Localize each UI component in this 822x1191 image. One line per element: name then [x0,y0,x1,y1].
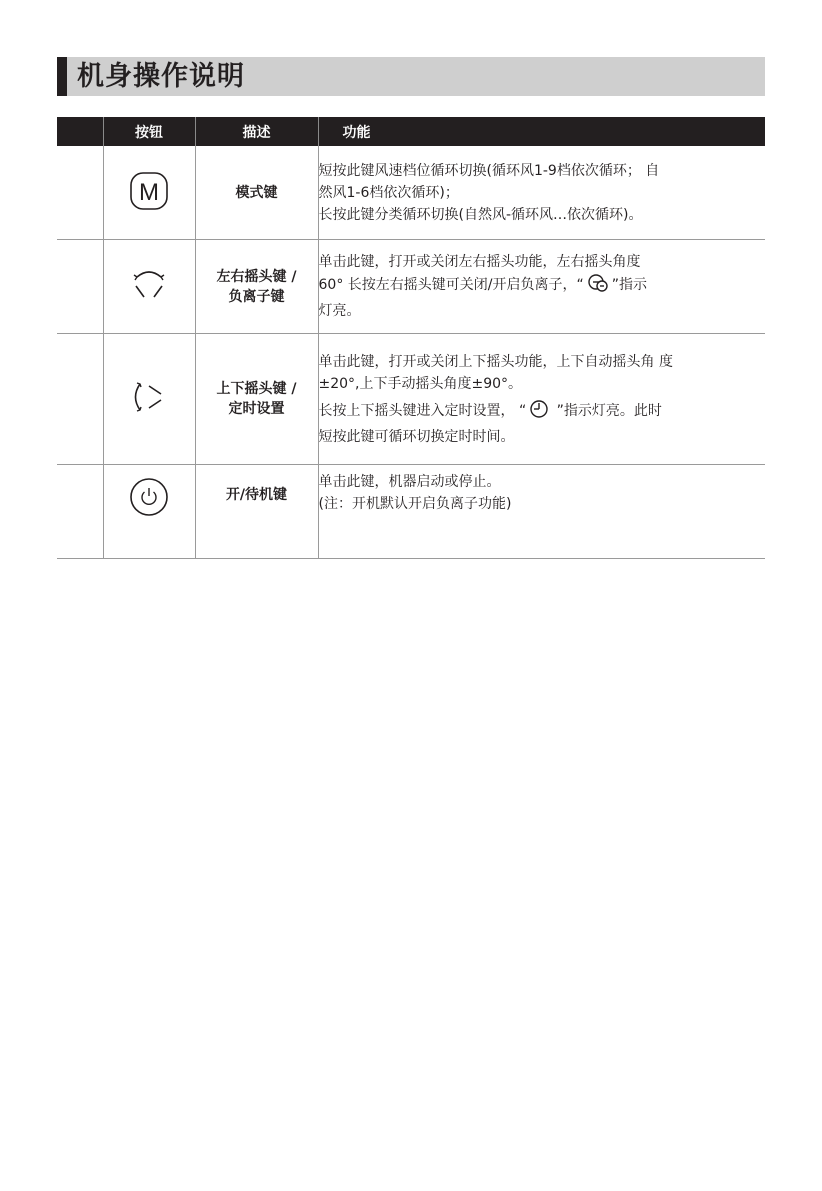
negative-ion-icon [587,273,609,300]
function-line: 短按此键风速档位循环切换(循环风1-9档依次循环； 自 [318,162,660,179]
table-row [57,334,765,465]
description-line: 上下摇头键 / [216,381,297,397]
function-text: 60° 长按左右摇头键可关闭/开启负离子，“ [318,277,584,293]
function-text: ”指示灯亮。此时 [552,402,662,419]
function-line-with-icon [319,399,766,426]
function-line: 单击此键，打开或关闭上下摇头功能，上下自动摇头角 度 [318,353,673,370]
function-cell [318,146,765,240]
description-cell [195,465,318,559]
mode-m-icon [129,171,169,215]
up-down-swing-icon [129,377,169,421]
description-line: 左右摇头键 / [216,268,297,285]
description-cell [195,146,318,240]
button-cell [103,465,195,559]
row-number-cell [57,146,103,240]
table-row [57,146,765,240]
header-function: 功能 [318,117,765,146]
description-line: 开/待机键 [225,487,288,503]
row-number-cell [57,334,103,465]
function-line-with-icon [319,273,766,300]
button-cell [103,240,195,334]
function-line: 短按此键可循环切换定时时间。 [318,428,515,445]
left-right-swing-icon [129,267,169,307]
function-line: ±20°,上下手动摇头角度±90°。 [318,375,523,392]
title-accent-bar [57,57,67,96]
table-row [57,465,765,559]
function-line: 然风1-6档依次循环)； [318,184,459,201]
function-cell [318,334,765,465]
function-line: 灯亮。 [318,303,361,319]
section-title-bar [57,57,765,96]
header-number [57,117,103,146]
description-cell [195,334,318,465]
function-line: 长按此键分类循环切换(自然风-循环风…依次循环)。 [318,206,643,223]
table-header-row [57,117,765,146]
operation-table [57,117,765,559]
description-line: 模式键 [235,184,278,201]
header-button: 按钮 [103,117,195,146]
page-title: 机身操作说明 [77,61,245,92]
timer-clock-icon [529,399,549,426]
description-line: 定时设置 [228,401,285,417]
row-number-cell [57,240,103,334]
description-line: 负离子键 [228,288,285,305]
function-text: ”指示 [611,277,647,293]
button-cell [103,146,195,240]
button-cell [103,334,195,465]
description-cell [195,240,318,334]
function-line: 单击此键，机器启动或停止。 [318,474,501,490]
function-cell [318,465,765,559]
function-cell [318,240,765,334]
svg-text:M: M [139,178,159,206]
power-icon [129,477,169,521]
function-text: 长按上下摇头键进入定时设置， “ [318,402,527,419]
table-row [57,240,765,334]
function-line: 单击此键，打开或关闭左右摇头功能，左右摇头角度 [318,254,641,270]
row-number-cell [57,465,103,559]
header-description: 描述 [195,117,318,146]
function-line: (注：开机默认开启负离子功能) [318,496,512,512]
